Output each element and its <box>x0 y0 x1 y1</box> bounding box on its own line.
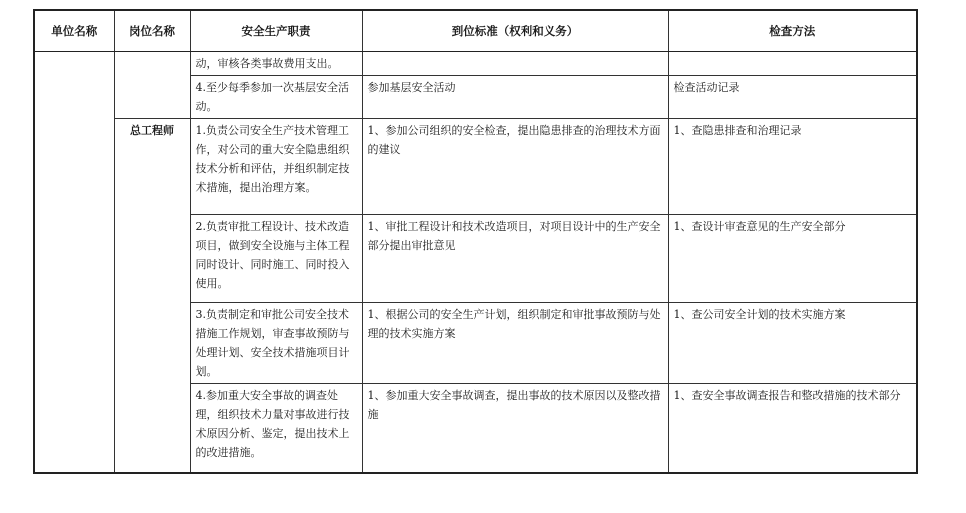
duty-cell: 1.负责公司安全生产技术管理工作，对公司的重大安全隐患组织技术分析和评估，并组织制定技术措施，提出治理方案。 <box>190 119 362 215</box>
duty-table <box>33 9 918 474</box>
header-unit-name: 单位名称 <box>34 10 114 52</box>
duty-cell: 3.负责制定和审批公司安全技术措施工作规划，审查事故预防与处理计划、安全技术措施项目计划。 <box>190 303 362 384</box>
duty-cell: 4.至少每季参加一次基层安全活动。 <box>190 76 362 119</box>
header-post-name: 岗位名称 <box>114 10 190 52</box>
header-standard: 到位标准（权利和义务） <box>362 10 668 52</box>
standard-cell: 1、根据公司的安全生产计划，组织制定和审批事故预防与处理的技术实施方案 <box>362 303 668 384</box>
header-safety-duty: 安全生产职责 <box>190 10 362 52</box>
standard-cell: 1、参加重大安全事故调查，提出事故的技术原因以及整改措施 <box>362 384 668 473</box>
post-name-cell <box>114 52 190 119</box>
standard-cell: 1、参加公司组织的安全检查，提出隐患排查的治理技术方面的建议 <box>362 119 668 215</box>
standard-cell <box>362 52 668 76</box>
table-row <box>34 52 917 76</box>
method-cell: 1、查设计审查意见的生产安全部分 <box>668 215 917 303</box>
method-cell: 1、查公司安全计划的技术实施方案 <box>668 303 917 384</box>
post-name-cell: 总工程师 <box>114 119 190 473</box>
method-cell <box>668 52 917 76</box>
duty-cell: 2.负责审批工程设计、技术改造项目，做到安全设施与主体工程同时设计、同时施工、同时投入使用。 <box>190 215 362 303</box>
table-row <box>34 119 917 215</box>
method-cell: 1、查安全事故调查报告和整改措施的技术部分 <box>668 384 917 473</box>
method-cell: 1、查隐患排查和治理记录 <box>668 119 917 215</box>
header-row <box>34 10 917 52</box>
unit-name-cell <box>34 52 114 473</box>
standard-cell: 1、审批工程设计和技术改造项目，对项目设计中的生产安全部分提出审批意见 <box>362 215 668 303</box>
method-cell: 检查活动记录 <box>668 76 917 119</box>
duty-cell: 动，审核各类事故费用支出。 <box>190 52 362 76</box>
duty-cell: 4.参加重大安全事故的调查处理，组织技术力量对事故进行技术原因分析、鉴定，提出技术上的改进措施。 <box>190 384 362 473</box>
header-check-method: 检查方法 <box>668 10 917 52</box>
standard-cell: 参加基层安全活动 <box>362 76 668 119</box>
